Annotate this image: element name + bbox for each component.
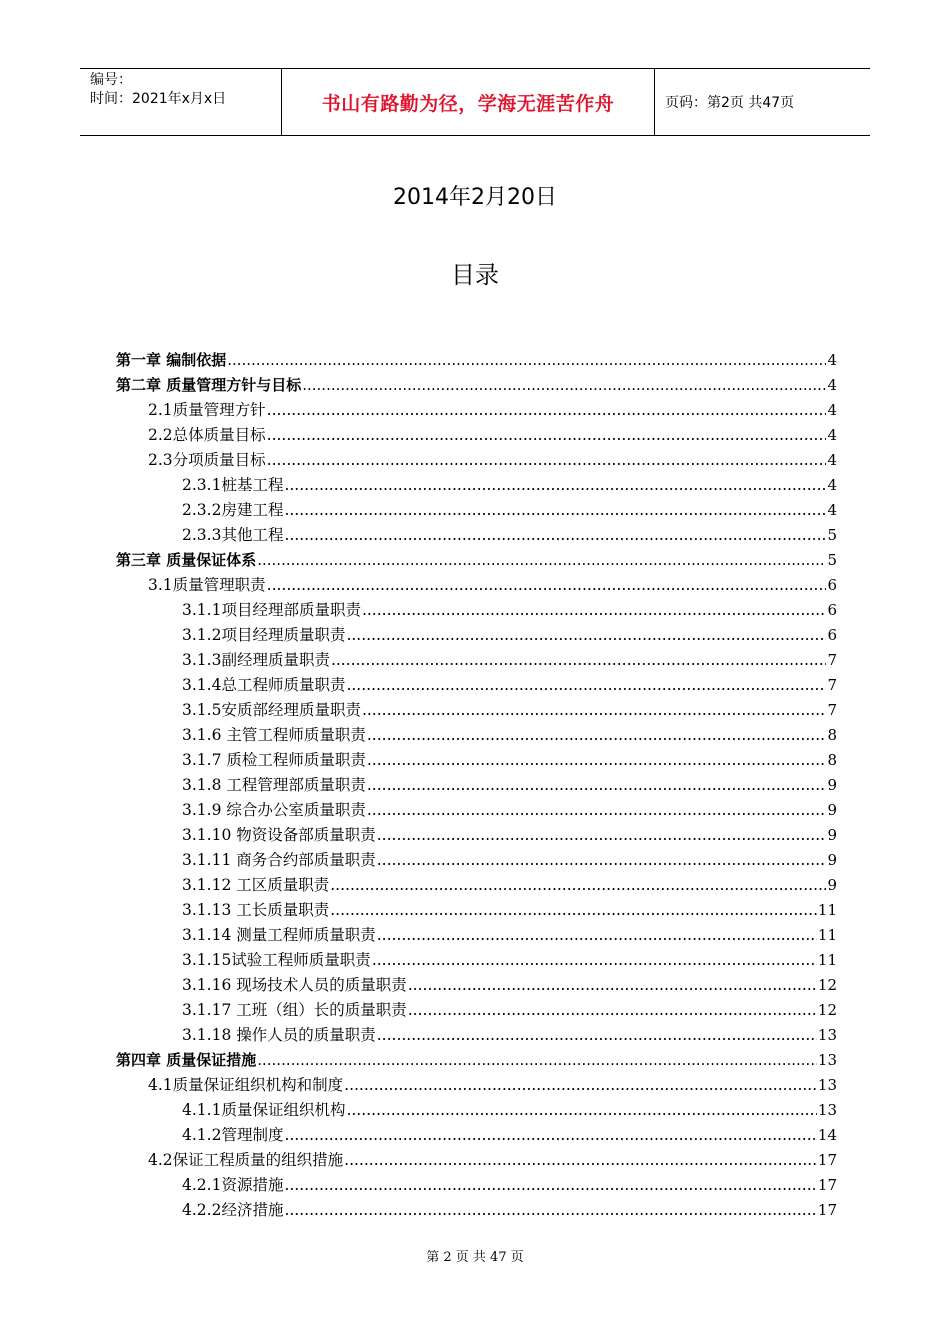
- toc-dot-leader: [267, 425, 827, 445]
- toc-dot-leader: [372, 950, 817, 970]
- toc-entry-text: 2.1质量管理方针: [148, 401, 266, 419]
- toc-entry-page: 11: [817, 901, 837, 919]
- toc-entry-page: 5: [827, 551, 837, 569]
- toc-entry-page: 11: [817, 926, 837, 944]
- toc-entry-text: 2.3分项质量目标: [148, 451, 266, 469]
- toc-entry[interactable]: [116, 995, 837, 1020]
- toc-entry-text: 4.2.1资源措施: [182, 1176, 284, 1194]
- toc-entry-text: 2.2总体质量目标: [148, 426, 266, 444]
- toc-entry-text: 4.1质量保证组织机构和制度: [148, 1076, 344, 1094]
- toc-entry-page: 7: [827, 701, 837, 719]
- toc-entry[interactable]: [116, 720, 837, 745]
- toc-entry[interactable]: [116, 1120, 837, 1145]
- toc-entry-page: 4: [827, 451, 837, 469]
- toc-entry-text: 3.1.7 质检工程师质量职责: [182, 751, 366, 769]
- toc-dot-leader: [227, 350, 826, 370]
- toc-entry-page: 4: [827, 501, 837, 519]
- toc-entry[interactable]: [116, 1045, 837, 1070]
- toc-entry[interactable]: [116, 1070, 837, 1095]
- toc-dot-leader: [284, 475, 826, 495]
- toc-entry-text: 3.1.13 工长质量职责: [182, 901, 330, 919]
- toc-entry[interactable]: [116, 370, 837, 395]
- toc-entry-page: 9: [827, 876, 837, 894]
- toc-entry-page: 9: [827, 776, 837, 794]
- toc-entry-text: 3.1.1项目经理部质量职责: [182, 601, 361, 619]
- toc-entry-page: 9: [827, 826, 837, 844]
- toc-entry[interactable]: [116, 620, 837, 645]
- toc-dot-leader: [377, 825, 827, 845]
- toc-dot-leader: [267, 575, 827, 595]
- page-footer: 第 2 页 共 47 页: [426, 1250, 524, 1265]
- toc-entry-text: 2.3.3其他工程: [182, 526, 284, 544]
- toc-dot-leader: [377, 1025, 817, 1045]
- toc-entry-page: 14: [817, 1126, 837, 1144]
- toc-entry[interactable]: [116, 770, 837, 795]
- toc-entry-page: 4: [827, 476, 837, 494]
- toc-entry-text: 4.2保证工程质量的组织措施: [148, 1151, 344, 1169]
- toc-dot-leader: [257, 550, 826, 570]
- toc-entry-page: 13: [817, 1051, 837, 1069]
- toc-dot-leader: [344, 1075, 817, 1095]
- toc-entry[interactable]: [116, 695, 837, 720]
- header-time: 时间：2021年x月x日: [90, 91, 227, 107]
- toc-dot-leader: [267, 450, 827, 470]
- toc-entry-text: 3.1.2项目经理质量职责: [182, 626, 346, 644]
- toc-entry[interactable]: [116, 795, 837, 820]
- toc-dot-leader: [284, 500, 826, 520]
- header-motto: 书山有路勤为径，学海无涯苦作舟: [282, 69, 655, 135]
- toc-entry[interactable]: [116, 545, 837, 570]
- toc-entry-text: 3.1.4总工程师质量职责: [182, 676, 346, 694]
- toc-dot-leader: [302, 375, 826, 395]
- toc-dot-leader: [367, 775, 827, 795]
- toc-entry[interactable]: [116, 1020, 837, 1045]
- toc-entry-page: 7: [827, 651, 837, 669]
- toc-entry-text: 3.1.17 工班（组）长的质量职责: [182, 1001, 407, 1019]
- toc-dot-leader: [362, 700, 827, 720]
- toc-entry-text: 3.1.12 工区质量职责: [182, 876, 330, 894]
- toc-entry-page: 4: [827, 376, 837, 394]
- toc-dot-leader: [377, 850, 827, 870]
- toc-entry[interactable]: [116, 1095, 837, 1120]
- header-page-info: 页码：第2页 共47页: [665, 95, 795, 111]
- toc-entry-page: 6: [827, 576, 837, 594]
- toc-dot-leader: [367, 725, 827, 745]
- page-header: [80, 68, 870, 136]
- toc-entry[interactable]: [116, 895, 837, 920]
- toc-entry[interactable]: [116, 595, 837, 620]
- toc-entry-page: 17: [817, 1151, 837, 1169]
- toc-entry-page: 4: [827, 426, 837, 444]
- toc-entry-page: 17: [817, 1176, 837, 1194]
- toc-entry-text: 3.1.16 现场技术人员的质量职责: [182, 976, 407, 994]
- toc-entry[interactable]: [116, 345, 837, 370]
- toc-entry-page: 6: [827, 601, 837, 619]
- toc-title: 目录: [451, 261, 499, 289]
- toc-entry-page: 8: [827, 751, 837, 769]
- toc-dot-leader: [346, 1100, 816, 1120]
- toc-entry-page: 4: [827, 351, 837, 369]
- toc-dot-leader: [367, 750, 827, 770]
- toc-dot-leader: [257, 1050, 817, 1070]
- toc-entry-text: 2.3.1桩基工程: [182, 476, 284, 494]
- toc-entry-text: 3.1.6 主管工程师质量职责: [182, 726, 366, 744]
- toc-entry[interactable]: [116, 420, 837, 445]
- toc-entry[interactable]: [116, 1195, 837, 1220]
- toc-entry-page: 11: [817, 951, 837, 969]
- toc-dot-leader: [330, 900, 817, 920]
- toc-dot-leader: [284, 525, 826, 545]
- toc-entry[interactable]: [116, 1170, 837, 1195]
- toc-entry[interactable]: [116, 670, 837, 695]
- header-meta: [80, 69, 282, 135]
- toc-entry-text: 4.1.2管理制度: [182, 1126, 284, 1144]
- toc-entry[interactable]: [116, 970, 837, 995]
- toc-entry-text: 3.1.14 测量工程师质量职责: [182, 926, 376, 944]
- toc-dot-leader: [346, 675, 826, 695]
- toc-entry-text: 第一章 编制依据: [116, 351, 227, 369]
- toc-entry-page: 8: [827, 726, 837, 744]
- toc-entry[interactable]: [116, 520, 837, 545]
- toc-entry[interactable]: [116, 870, 837, 895]
- table-of-contents: [116, 345, 837, 1220]
- toc-dot-leader: [408, 1000, 817, 1020]
- toc-entry-page: 4: [827, 401, 837, 419]
- toc-entry-page: 12: [817, 976, 837, 994]
- toc-dot-leader: [284, 1125, 816, 1145]
- toc-entry-text: 4.1.1质量保证组织机构: [182, 1101, 346, 1119]
- toc-entry[interactable]: [116, 570, 837, 595]
- toc-entry-page: 13: [817, 1076, 837, 1094]
- toc-entry-page: 5: [827, 526, 837, 544]
- toc-entry-text: 3.1.11 商务合约部质量职责: [182, 851, 376, 869]
- toc-entry-text: 3.1.9 综合办公室质量职责: [182, 801, 366, 819]
- toc-entry-text: 2.3.2房建工程: [182, 501, 284, 519]
- toc-entry[interactable]: [116, 470, 837, 495]
- toc-entry[interactable]: [116, 945, 837, 970]
- toc-entry-text: 第三章 质量保证体系: [116, 551, 257, 569]
- toc-dot-leader: [267, 400, 827, 420]
- toc-dot-leader: [284, 1200, 816, 1220]
- toc-dot-leader: [408, 975, 817, 995]
- toc-entry-text: 3.1.3副经理质量职责: [182, 651, 330, 669]
- toc-entry-text: 3.1.15试验工程师质量职责: [182, 951, 371, 969]
- toc-entry-text: 3.1.5安质部经理质量职责: [182, 701, 361, 719]
- toc-entry-text: 第二章 质量管理方针与目标: [116, 376, 302, 394]
- toc-entry-text: 3.1质量管理职责: [148, 576, 266, 594]
- toc-entry[interactable]: [116, 395, 837, 420]
- header-number: 编号：: [90, 72, 132, 88]
- toc-entry[interactable]: [116, 1145, 837, 1170]
- toc-entry-text: 3.1.18 操作人员的质量职责: [182, 1026, 376, 1044]
- document-date: 2014年2月20日: [393, 185, 557, 210]
- toc-entry[interactable]: [116, 495, 837, 520]
- toc-entry[interactable]: [116, 820, 837, 845]
- toc-dot-leader: [346, 625, 826, 645]
- toc-entry-page: 12: [817, 1001, 837, 1019]
- toc-dot-leader: [367, 800, 827, 820]
- toc-entry-page: 13: [817, 1026, 837, 1044]
- toc-dot-leader: [362, 600, 827, 620]
- toc-entry-page: 9: [827, 851, 837, 869]
- toc-entry-text: 3.1.8 工程管理部质量职责: [182, 776, 366, 794]
- toc-entry[interactable]: [116, 445, 837, 470]
- toc-entry-page: 9: [827, 801, 837, 819]
- toc-entry-page: 17: [817, 1201, 837, 1219]
- toc-entry[interactable]: [116, 745, 837, 770]
- toc-dot-leader: [377, 925, 817, 945]
- toc-entry[interactable]: [116, 845, 837, 870]
- toc-entry-page: 6: [827, 626, 837, 644]
- toc-entry-text: 3.1.10 物资设备部质量职责: [182, 826, 376, 844]
- toc-entry[interactable]: [116, 920, 837, 945]
- toc-entry-text: 第四章 质量保证措施: [116, 1051, 257, 1069]
- toc-dot-leader: [284, 1175, 816, 1195]
- toc-entry-page: 13: [817, 1101, 837, 1119]
- toc-entry-text: 4.2.2经济措施: [182, 1201, 284, 1219]
- toc-dot-leader: [344, 1150, 817, 1170]
- toc-dot-leader: [330, 875, 826, 895]
- toc-entry-page: 7: [827, 676, 837, 694]
- toc-entry[interactable]: [116, 645, 837, 670]
- toc-dot-leader: [331, 650, 827, 670]
